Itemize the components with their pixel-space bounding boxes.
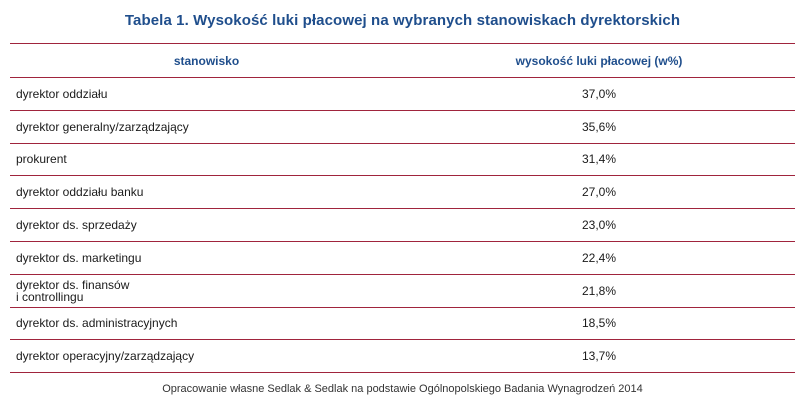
table-row	[10, 209, 795, 242]
table-row	[10, 275, 795, 308]
table-title: Tabela 1. Wysokość luki płacowej na wybranych stanowiskach dyrektorskich	[124, 12, 681, 29]
wage-gap-cell: 22,4%	[581, 250, 617, 265]
wage-gap-table	[10, 43, 795, 373]
position-cell: dyrektor ds. finansów i controllingu	[16, 277, 130, 304]
position-cell: dyrektor ds. marketingu	[16, 250, 142, 265]
table-row	[10, 242, 795, 275]
column-header-position: stanowisko	[173, 53, 240, 68]
table-row	[10, 340, 795, 373]
position-cell: dyrektor oddziału banku	[16, 185, 144, 200]
wage-gap-cell: 35,6%	[581, 119, 617, 134]
column-header-wage-gap: wysokość luki płacowej (w%)	[515, 53, 683, 68]
wage-gap-cell: 13,7%	[581, 349, 617, 364]
position-cell: prokurent	[16, 152, 67, 167]
source-note: Opracowanie własne Sedlak & Sedlak na podstawie Ogólnopolskiego Badania Wynagrodzeń 2014	[162, 383, 643, 395]
wage-gap-cell: 21,8%	[581, 283, 617, 298]
wage-gap-cell: 37,0%	[581, 86, 617, 101]
position-cell: dyrektor operacyjny/zarządzający	[16, 349, 195, 364]
table-row	[10, 144, 795, 177]
position-cell: dyrektor oddziału	[16, 86, 108, 101]
position-cell: dyrektor generalny/zarządzający	[16, 119, 189, 134]
table-row	[10, 176, 795, 209]
position-cell: dyrektor ds. administracyjnych	[16, 316, 178, 331]
position-cell: dyrektor ds. sprzedaży	[16, 218, 137, 233]
wage-gap-cell: 23,0%	[581, 218, 617, 233]
table-row	[10, 308, 795, 341]
wage-gap-cell: 31,4%	[581, 152, 617, 167]
table-row	[10, 111, 795, 144]
table-row	[10, 78, 795, 111]
wage-gap-cell: 18,5%	[581, 316, 617, 331]
table-header	[10, 43, 795, 78]
wage-gap-cell: 27,0%	[581, 185, 617, 200]
